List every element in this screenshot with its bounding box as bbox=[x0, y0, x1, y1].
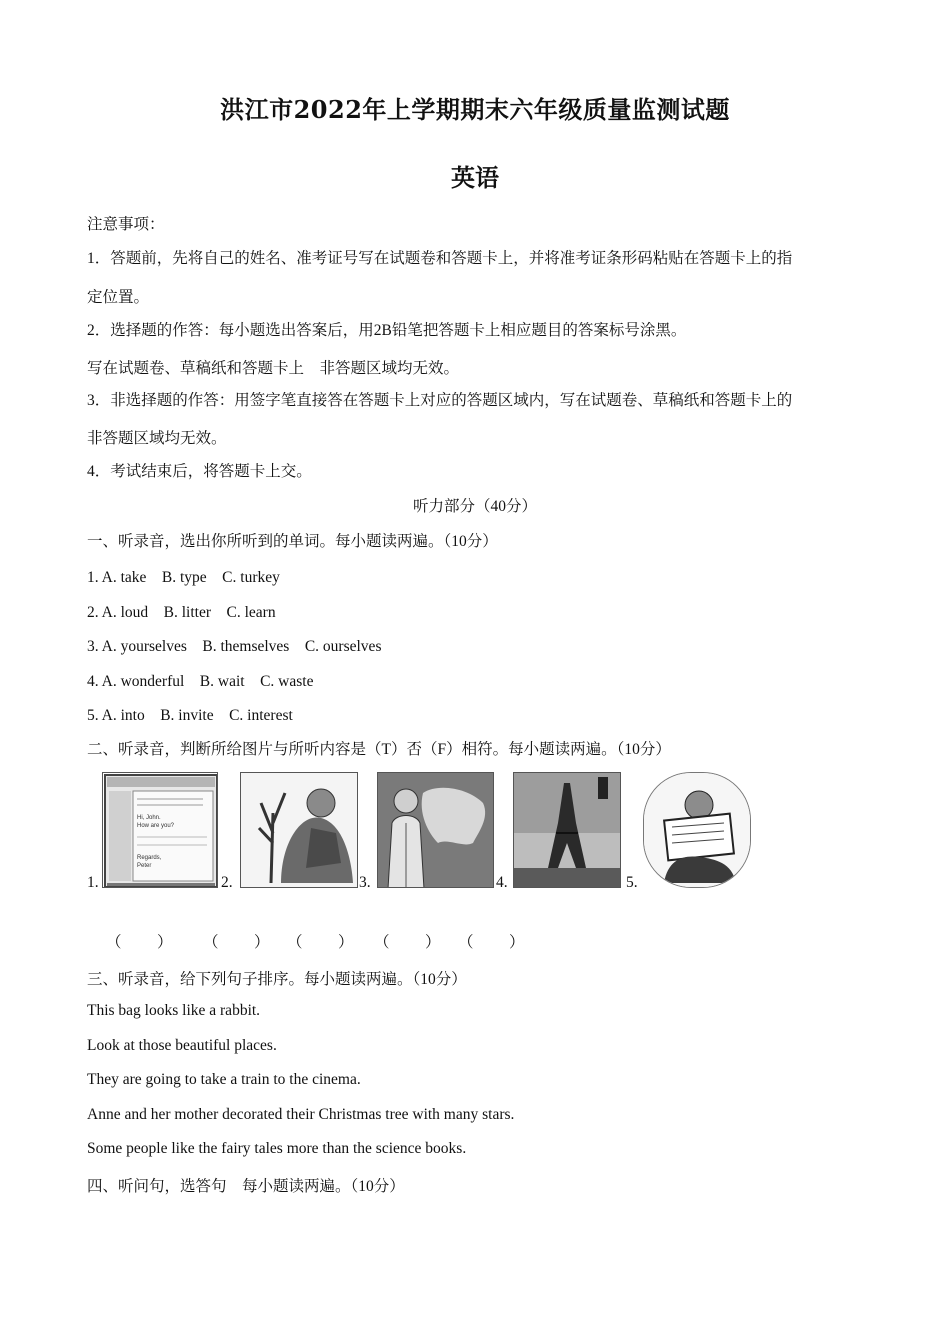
picture-label-3: 3. bbox=[359, 874, 371, 891]
part1-question-5: 5. A. into B. invite C. interest bbox=[87, 707, 293, 724]
note-item-3-cont: 非答题区域均无效。 bbox=[87, 430, 227, 447]
notes-heading: 注意事项： bbox=[87, 216, 165, 233]
part3-sentence-5: Some people like the fairy tales more than the science books. bbox=[87, 1140, 467, 1157]
picture-tree-person bbox=[240, 772, 358, 888]
note-item-4: 4．考试结束后，将答题卡上交。 bbox=[87, 463, 312, 480]
email-closing: Regards, bbox=[137, 855, 162, 861]
part4-instruction: 四、听问句，选答句 每小题读两遍。（10分） bbox=[87, 1178, 405, 1195]
note-item-2: 2．选择题的作答：每小题选出答案后，用2B铅笔把答题卡上相应题目的答案标号涂黑。 bbox=[87, 322, 687, 339]
email-question: How are you? bbox=[137, 823, 175, 829]
listening-heading: 听力部分（40分） bbox=[412, 498, 537, 515]
note-item-1: 1．答题前，先将自己的姓名、准考证号写在试题卷和答题卡上，并将准考证条形码粘贴在答题卡上的指 bbox=[87, 250, 793, 267]
email-screen-illustration bbox=[103, 773, 218, 888]
picture-eiffel-tower bbox=[513, 772, 621, 888]
part2-instruction: 二、听录音，判断所给图片与所听内容是（T）否（F）相符。每小题读两遍。（10分） bbox=[87, 741, 671, 758]
note-item-3: 3．非选择题的作答：用签字笔直接答在答题卡上对应的答题区域内，写在试题卷、草稿纸和答题卡上的 bbox=[87, 392, 793, 409]
part3-sentence-4: Anne and her mother decorated their Christmas tree with many stars. bbox=[87, 1106, 515, 1123]
picture-label-5: 5. bbox=[626, 874, 638, 891]
picture-label-1: 1. bbox=[87, 874, 99, 891]
picture-man-newspaper bbox=[643, 772, 751, 888]
picture-label-2: 2. bbox=[221, 874, 233, 891]
page-title: 洪江市2022年上学期期末六年级质量监测试题 bbox=[220, 95, 730, 124]
picture-woman-map bbox=[377, 772, 494, 888]
man-newspaper-illustration bbox=[644, 773, 751, 888]
answer-blank-4[interactable]: （ ） bbox=[374, 934, 451, 951]
part1-question-1: 1. A. take B. type C. turkey bbox=[87, 569, 280, 586]
picture-email bbox=[102, 772, 218, 888]
part3-sentence-2: Look at those beautiful places. bbox=[87, 1037, 277, 1054]
answer-blank-2[interactable]: （ ） bbox=[203, 934, 280, 951]
email-signature: Peter bbox=[137, 863, 152, 869]
eiffel-tower-illustration bbox=[514, 773, 621, 888]
note-item-1-cont: 定位置。 bbox=[87, 289, 150, 306]
subject-title: 英语 bbox=[451, 163, 499, 192]
part1-question-2: 2. A. loud B. litter C. learn bbox=[87, 604, 276, 621]
part3-sentence-3: They are going to take a train to the cinema. bbox=[87, 1071, 361, 1088]
woman-map-illustration bbox=[378, 773, 494, 888]
part3-instruction: 三、听录音，给下列句子排序。每小题读两遍。（10分） bbox=[87, 971, 467, 988]
part1-instruction: 一、听录音，选出你所听到的单词。每小题读两遍。（10分） bbox=[87, 533, 498, 550]
email-greeting: Hi, John. bbox=[137, 815, 161, 821]
part1-question-3: 3. A. yourselves B. themselves C. ourselves bbox=[87, 638, 382, 655]
picture-label-4: 4. bbox=[496, 874, 508, 891]
answer-blank-5[interactable]: （ ） bbox=[458, 934, 535, 951]
tree-person-illustration bbox=[241, 773, 358, 888]
part3-sentence-1: This bag looks like a rabbit. bbox=[87, 1002, 261, 1019]
answer-blank-3[interactable]: （ ） bbox=[287, 934, 364, 951]
note-item-2-cont: 写在试题卷、草稿纸和答题卡上 非答题区域均无效。 bbox=[87, 360, 460, 377]
answer-blank-1[interactable]: （ ） bbox=[106, 934, 183, 951]
part1-question-4: 4. A. wonderful B. wait C. waste bbox=[87, 673, 314, 690]
